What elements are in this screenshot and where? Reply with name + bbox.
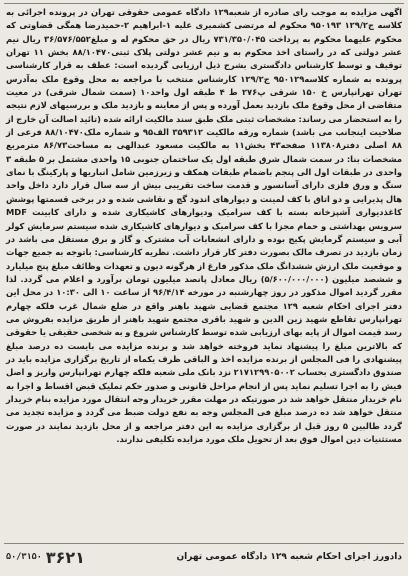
- notice-body: اگهی مزایده به موجب رای صادره از شعبه۱۲۹ دادگاه عمومی حقوقی تهران در پرونده اجرائی به کلاسه ج۱۲۹/۲ ۹۵۰۱۹۳ محکوم له مرتضی کشمیری علیه ۱-ابراهیم ۲-حمیدرضا همگی قضاوتی که محکوم علیهما محکوم به پرداخت ۷۳۱/۳۵۰/۰۴۵ ریال در حق محکوم له و مبلغ۳۶/۵۷۶/۵۵۲ ریال نیم عشر دولتی که در راستای اخذ محکوم به و نیم عشر دولتی پلاک ثبتی۸۸/۱۰۴۷۰ بخش ۱۱ تهران توقیف و توسط کارشناس دادگستری بشرح ذیل ارزیابی گردیده است: عطف به قرار کارشناسی پرونده به شماره کلاسه۹۵۰۱۲۹ ج۱۲۹/۲ کارشناس منتخب با مراجعه به محل وقوع ملک به‌آدرس تهران تهرانپارس خ ۱۵۰ شرقی پ۲۷۶ ط ۴ طبقه اول واحد۱۰ (سمت شمال شرقی) در معیت متقاضی از محل وقوع ملک بازدید بعمل آورده و پس از معاینه و بازدید ملک و بررسیهای لازم نتیجه را به استحضار می رساند: مشخصات ثبتی ملک طبق سند مالکیت ارائه شده (تائید اصالت آن خارج از صلاحیت اینجانب می باشد) شماره ورقه مالکیت ۳۵۹۳۱۲ الف۹۵ و شماره ملک۸۸/۱۰۴۷۰ فرعی از ۸۸ اصلی دفتر۱۱۳۸۰۸ صفحه۴۳ بخش۱۱ به مالکیت مسعود عبدالهی به مساحت۸۶/۷۳ مترمربع مشخصات بنا: در سمت شمال شرق طبقه اول یک ساختمان جنوبی ۱۵ واحدی مشتمل بر ۵ طبقه ۳ واحدی در طبقات اول الی پنجم باضمام طبقات همکف و زیرزمین شامل انباریها و پارکینگ با نمای سنگ و ورق فلزی دارای آسانسور و قدمت ساخت تقریبی بیش از سه سال قرار دارد داخل واحد هال پذیرایی و دو اتاق با کف لمینت و دیوارهای اندود گچ و نقاشی شده و در برخی قسمتها پوشش کاغذدیواری آشپزخانه بسته با کف سرامیک ودیوارهای کاشیکاری شده و دارای کابینت MDF سرویس بهداشتی و حمام مجزا با کف سرامیک و دیوارهای کاشیکاری شده سیستم سرمایش کولر آبی و سیستم گرمایش پکیج بوده و دارای انشعابات آب مشترک و گاز و برق مستقل می باشد در زمان بازدید در تصرف مالک بصورت دفتر کار قرار داشت. نظریه کارشناسی: باتوجه به جمیع جهات و موقعیت ملک ارزش ششدانگ ملک مذکور فارغ از هرگونه دیون و تعهدات وظائف مبلغ پنج میلیارد و ششصد میلیون (۵/۶۰۰/۰۰۰/۰۰۰) ریال معادل پانصد میلیون تومان برآورد و اعلام می گردد. لذا مقرر گردید اموال مذکور در روز چهارشنبه در مورخه ۹۶/۴/۱۴ از ساعت ۱۰ الی ۱۰:۳۰ در محل این دفتر اجرای احکام شعبه ۱۲۹ مجتمع قضایی شهید باهنر واقع در ضلع شمال غرب فلکه چهارم تهرانپارس تقاطع شهید زین الدین و شهید باقری مجتمع شهید باهنر از طریق مزایده بفروش می رسد قیمت اموال از پایه بهای ارزیابی شده توسط کارشناس شروع و به شخصی حقیقی یا حقوقی که بالاترین مبلغ را پیشنهاد نماید فروخته خواهد شد و برنده مزایده می بایست ده درصد مبلغ پیشنهادی را فی المجلس از برنده مزایده اخذ و الباقی ظرف یکماه از تاریخ برگزاری مزایده باید در صندوق دادگستری بحساب ۲۱۷۱۲۹۹۰۵۰۰۲ نزد بانک ملی شعبه فلکه چهارم تهرانپارس واریز و اصل فیش را به اجرا تسلیم نماید پس از انجام مراحل قانونی و صدور حکم تملیک قبض اقساط و اجرا به نام خریدار منتقل خواهد شد در صورتیکه در مهلت مقرر خریدار وجه انتقال مورد مزایده بنام خریدار منتقل خواهد شد ده درصد مبلغ فی المجلس وجه به نفع دولت ضبط می گردد و مزایده تجدید می گردد طالبین ۵ روز قبل از برگزاری مزایده به این دفتر مراجعه و از محل بازدید نمایند در صورت مستثنیات دین اموال فوق بعد از تحویل ملک مورد مزایده تکلیفی ندارند.: [6, 7, 403, 444]
- issuer-signature: دادورز اجرای احکام شعبه ۱۲۹ دادگاه عمومی تهران: [176, 552, 402, 562]
- footer-left-group: [6, 548, 85, 567]
- auction-notice: [4, 3, 404, 544]
- handwritten-number: ۳۶۲۱: [45, 547, 85, 567]
- notice-footer: [6, 546, 402, 568]
- reference-code: ۵۰/۳۱۵۰: [6, 552, 42, 562]
